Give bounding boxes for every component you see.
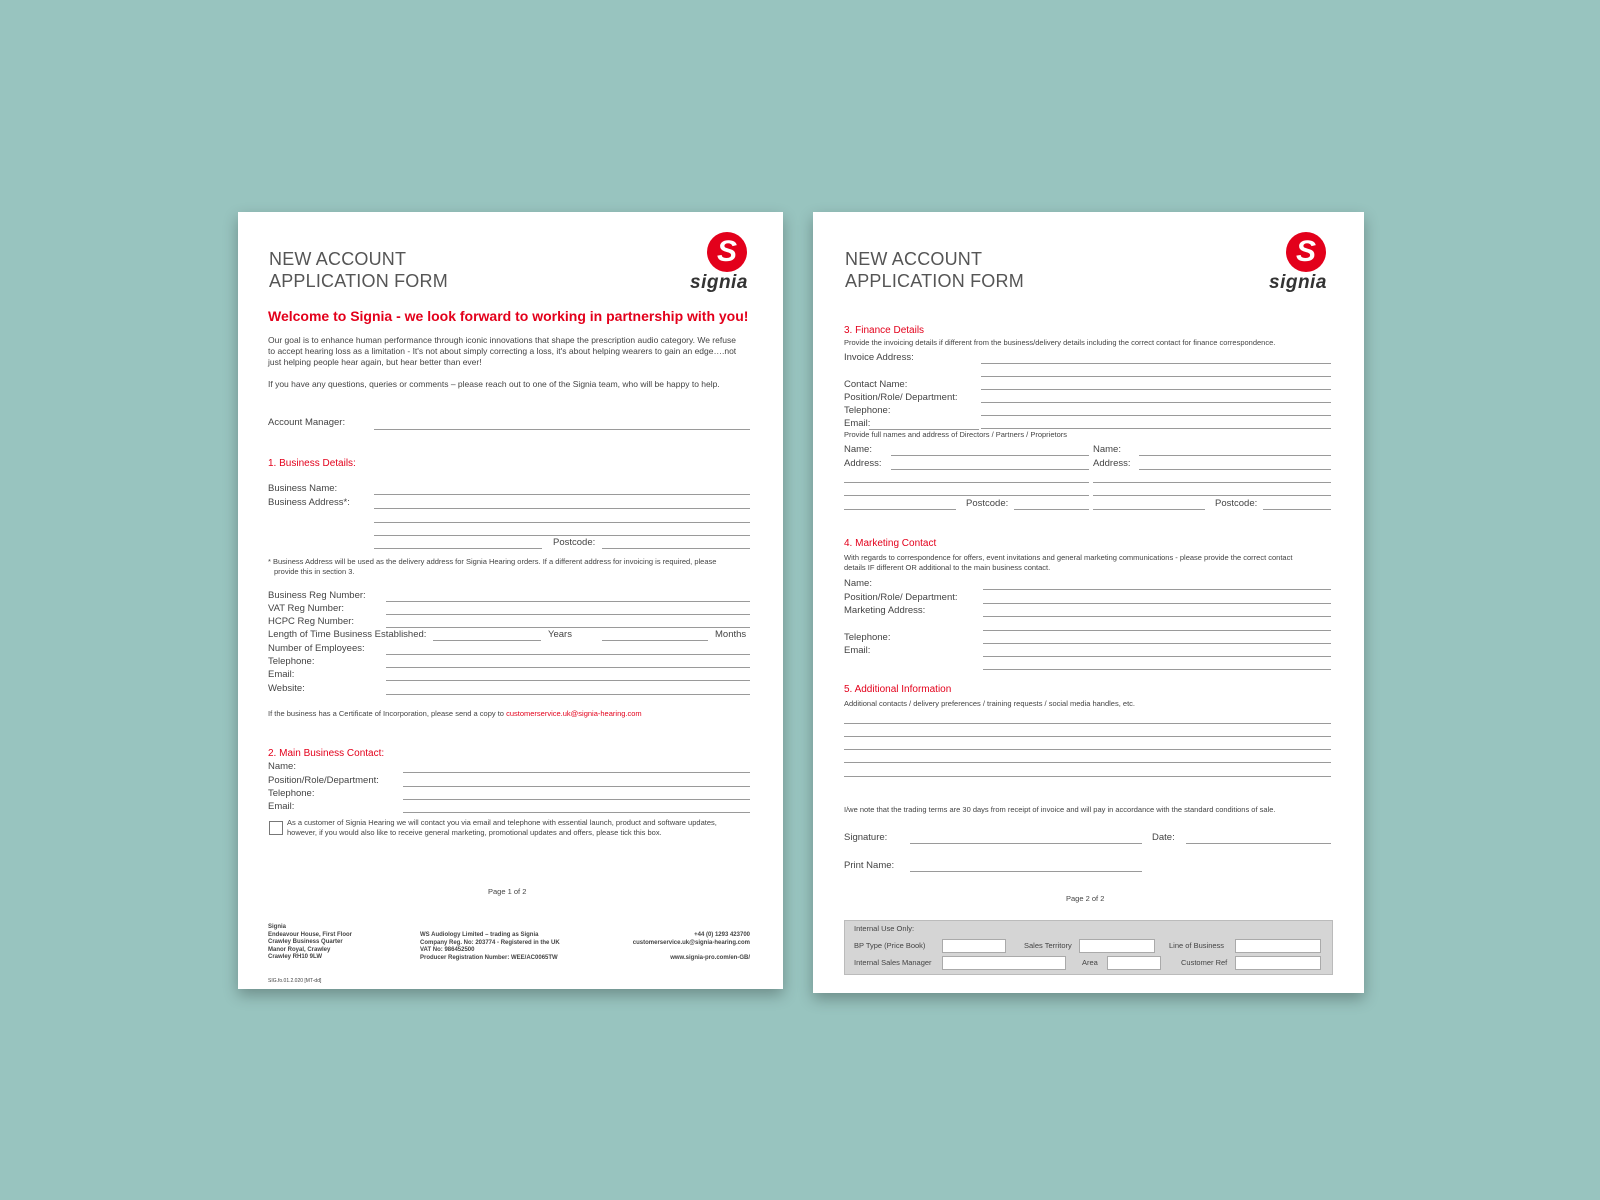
area-label: Area <box>1082 958 1098 967</box>
business-address-field-3[interactable] <box>374 535 750 536</box>
section-4-heading: 4. Marketing Contact <box>844 538 937 549</box>
contact-telephone-label: Telephone: <box>268 788 315 799</box>
section-3-heading: 3. Finance Details <box>844 325 925 336</box>
director-a-postcode-field[interactable] <box>1014 509 1089 510</box>
sales-territory-label: Sales Territory <box>1024 941 1072 950</box>
business-address-label: Business Address*: <box>268 497 350 508</box>
signia-logo-icon: S <box>1286 232 1326 272</box>
marketing-email-field[interactable] <box>983 669 1331 670</box>
print-name-field[interactable] <box>910 871 1142 872</box>
director-b-postcode-label: Postcode: <box>1215 498 1258 509</box>
signia-logo-icon: S <box>707 232 747 272</box>
email-label: Email: <box>268 669 295 680</box>
date-label: Date: <box>1152 832 1175 843</box>
marketing-telephone-field[interactable] <box>983 656 1331 657</box>
additional-info-line-2[interactable] <box>844 736 1331 737</box>
internal-use-title: Internal Use Only: <box>854 924 915 933</box>
signature-label: Signature: <box>844 832 888 843</box>
director-a-name-label: Name: <box>844 444 872 455</box>
marketing-address-field-3[interactable] <box>983 643 1331 644</box>
account-manager-label: Account Manager: <box>268 417 346 428</box>
contact-name-field[interactable] <box>403 772 750 773</box>
director-a-address-field-1[interactable] <box>891 469 1089 470</box>
section-1-heading: 1. Business Details: <box>268 458 356 469</box>
length-time-label: Length of Time Business Established: <box>268 629 427 640</box>
months-field[interactable] <box>602 640 708 641</box>
finance-note: Provide the invoicing details if different from the business/delivery details including the correct contact for finance correspondence. <box>844 338 1276 347</box>
footer-contact: +44 (0) 1293 423700 customerservice.uk@signia-hearing.com www.signia-pro.com/en-GB/ <box>632 932 750 961</box>
certificate-note: If the business has a Certificate of Incorporation, please send a copy to customerservice.uk@signia-hearing.com <box>268 709 642 718</box>
vat-number-field[interactable] <box>386 614 750 615</box>
reg-number-label: Business Reg Number: <box>268 590 366 601</box>
email-field[interactable] <box>386 680 750 681</box>
invoice-address-field-1[interactable] <box>981 363 1331 364</box>
contact-position-field[interactable] <box>403 786 750 787</box>
sales-manager-field[interactable] <box>942 956 1066 970</box>
line-of-business-label: Line of Business <box>1169 941 1225 950</box>
director-b-address-field-1[interactable] <box>1139 469 1331 470</box>
marketing-address-field-1[interactable] <box>983 616 1331 617</box>
director-b-address-label: Address: <box>1093 458 1131 469</box>
additional-info-line-3[interactable] <box>844 749 1331 750</box>
signia-logo-text: signia <box>690 272 748 293</box>
welcome-heading: Welcome to Signia - we look forward to working in partnership with you! <box>268 308 749 324</box>
director-a-address-field-2[interactable] <box>844 482 1089 483</box>
months-label: Months <box>715 629 747 640</box>
employees-field[interactable] <box>386 654 750 655</box>
employees-label: Number of Employees: <box>268 643 365 654</box>
marketing-telephone-label: Telephone: <box>844 632 891 643</box>
postcode-label: Postcode: <box>553 537 596 548</box>
reg-number-field[interactable] <box>386 601 750 602</box>
telephone-field[interactable] <box>386 667 750 668</box>
page-number: Page 2 of 2 <box>1066 894 1105 903</box>
director-a-postcode-label: Postcode: <box>966 498 1009 509</box>
director-a-address-field-3[interactable] <box>844 495 1089 496</box>
business-name-field[interactable] <box>374 494 750 495</box>
additional-note: Additional contacts / delivery preferences / training requests / social media handles, etc. <box>844 699 1135 708</box>
form-page-1 <box>238 212 783 989</box>
directors-note: Provide full names and address of Directors / Partners / Proprietors <box>844 430 1068 439</box>
finance-position-field[interactable] <box>981 415 1331 416</box>
director-b-address-field-4[interactable] <box>1093 509 1205 510</box>
page-number: Page 1 of 2 <box>488 887 527 896</box>
contact-email-field[interactable] <box>403 812 750 813</box>
contact-email-label: Email: <box>268 801 295 812</box>
footer-address: Signia Endeavour House, First Floor Crawley Business Quarter Manor Royal, Crawley Crawley RH10 9LW <box>268 924 353 960</box>
finance-telephone-label: Telephone: <box>844 405 891 416</box>
contact-name-label: Name: <box>268 761 296 772</box>
website-label: Website: <box>268 683 305 694</box>
marketing-position-label: Position/Role/ Department: <box>844 592 958 603</box>
questions-text: If you have any questions, queries or comments – please reach out to one of the Signia team, who will be happy to help. <box>268 379 720 389</box>
director-b-postcode-field[interactable] <box>1263 509 1331 510</box>
customer-ref-label: Customer Ref <box>1181 958 1228 967</box>
form-page-2 <box>813 212 1364 993</box>
director-a-name-field[interactable] <box>891 455 1089 456</box>
date-field[interactable] <box>1186 843 1331 844</box>
contact-position-label: Position/Role/Department: <box>268 775 379 786</box>
years-field[interactable] <box>433 640 541 641</box>
vat-number-label: VAT Reg Number: <box>268 603 345 614</box>
website-field[interactable] <box>386 694 750 695</box>
signature-field[interactable] <box>910 843 1142 844</box>
marketing-consent-text: As a customer of Signia Hearing we will contact you via email and telephone with essential launch, product and software updates, however, if you would also like to receive general marketing, promotional updates and offers, please tick this box. <box>287 818 717 837</box>
postcode-field[interactable] <box>602 548 750 549</box>
line-of-business-field[interactable] <box>1235 939 1321 953</box>
invoice-address-field-2[interactable] <box>981 376 1331 377</box>
business-name-label: Business Name: <box>268 483 338 494</box>
director-a-address-label: Address: <box>844 458 882 469</box>
director-b-address-field-2[interactable] <box>1093 482 1331 483</box>
marketing-address-label: Marketing Address: <box>844 605 926 616</box>
additional-info-line-1[interactable] <box>844 723 1331 724</box>
business-address-field-2[interactable] <box>374 522 750 523</box>
finance-email-label: Email: <box>844 418 871 429</box>
director-b-name-label: Name: <box>1093 444 1121 455</box>
finance-contact-name-field[interactable] <box>981 402 1331 403</box>
finance-telephone-field[interactable] <box>981 428 1331 429</box>
marketing-note: With regards to correspondence for offers, event invitations and general marketing communications - please provide the correct contact details IF different OR additional to the main business contact. <box>844 553 1293 572</box>
contact-telephone-field[interactable] <box>403 799 750 800</box>
certificate-email-link[interactable]: customerservice.uk@signia-hearing.com <box>506 709 642 718</box>
marketing-email-label: Email: <box>844 645 871 656</box>
form-code: SIG.fo.01.2.020 [MT-dd] <box>268 978 322 984</box>
invoice-address-field-3[interactable] <box>981 389 1331 390</box>
sales-manager-label: Internal Sales Manager <box>854 958 932 967</box>
marketing-address-field-2[interactable] <box>983 630 1331 631</box>
marketing-consent-checkbox[interactable] <box>269 821 283 835</box>
hcpc-number-label: HCPC Reg Number: <box>268 616 355 627</box>
sales-territory-field[interactable] <box>1079 939 1155 953</box>
business-address-field-4[interactable] <box>374 548 542 549</box>
section-2-heading: 2. Main Business Contact: <box>268 748 385 759</box>
section-5-heading: 5. Additional Information <box>844 684 952 695</box>
bp-type-field[interactable] <box>942 939 1006 953</box>
director-b-address-field-3[interactable] <box>1093 495 1331 496</box>
delivery-address-note: * Business Address will be used as the delivery address for Signia Hearing orders. If a different address for invoicing is required, please provide this in section 3. <box>268 557 717 576</box>
area-field[interactable] <box>1107 956 1161 970</box>
internal-use-box <box>844 920 1333 975</box>
finance-contact-name-label: Contact Name: <box>844 379 908 390</box>
marketing-name-label: Name: <box>844 578 872 589</box>
marketing-name-field[interactable] <box>983 589 1331 590</box>
intro-paragraph: Our goal is to enhance human performance through iconic innovations that shape the prescription audio category. We refuse to accept hearing loss as a limitation - It's not about simply correcting a loss, it's about helping wearers to gain an edge….not just helping people hear again, but hear better than ever! <box>268 335 737 367</box>
marketing-position-field[interactable] <box>983 603 1331 604</box>
invoice-address-label: Invoice Address: <box>844 352 914 363</box>
signia-logo-text: signia <box>1269 272 1327 293</box>
business-address-field-1[interactable] <box>374 508 750 509</box>
customer-ref-field[interactable] <box>1235 956 1321 970</box>
hcpc-number-field[interactable] <box>386 627 750 628</box>
form-title: NEW ACCOUNT APPLICATION FORM <box>269 249 448 291</box>
director-a-address-field-4[interactable] <box>844 509 956 510</box>
footer-company: WS Audiology Limited – trading as Signia Company Reg. No: 203774 - Registered in the UK VAT No: 986452500 Producer Registration Number: WEE/AC0065TW <box>420 932 560 961</box>
additional-info-line-4[interactable] <box>844 762 1331 763</box>
telephone-label: Telephone: <box>268 656 315 667</box>
print-name-label: Print Name: <box>844 860 895 871</box>
additional-info-line-5[interactable] <box>844 776 1331 777</box>
bp-type-label: BP Type (Price Book) <box>854 941 926 950</box>
years-label: Years <box>548 629 572 640</box>
director-b-name-field[interactable] <box>1139 455 1331 456</box>
form-title: NEW ACCOUNT APPLICATION FORM <box>845 249 1024 291</box>
finance-position-label: Position/Role/ Department: <box>844 392 958 403</box>
account-manager-field[interactable] <box>374 429 750 430</box>
trading-terms: I/we note that the trading terms are 30 days from receipt of invoice and will pay in accordance with the standard conditions of sale. <box>844 805 1276 814</box>
